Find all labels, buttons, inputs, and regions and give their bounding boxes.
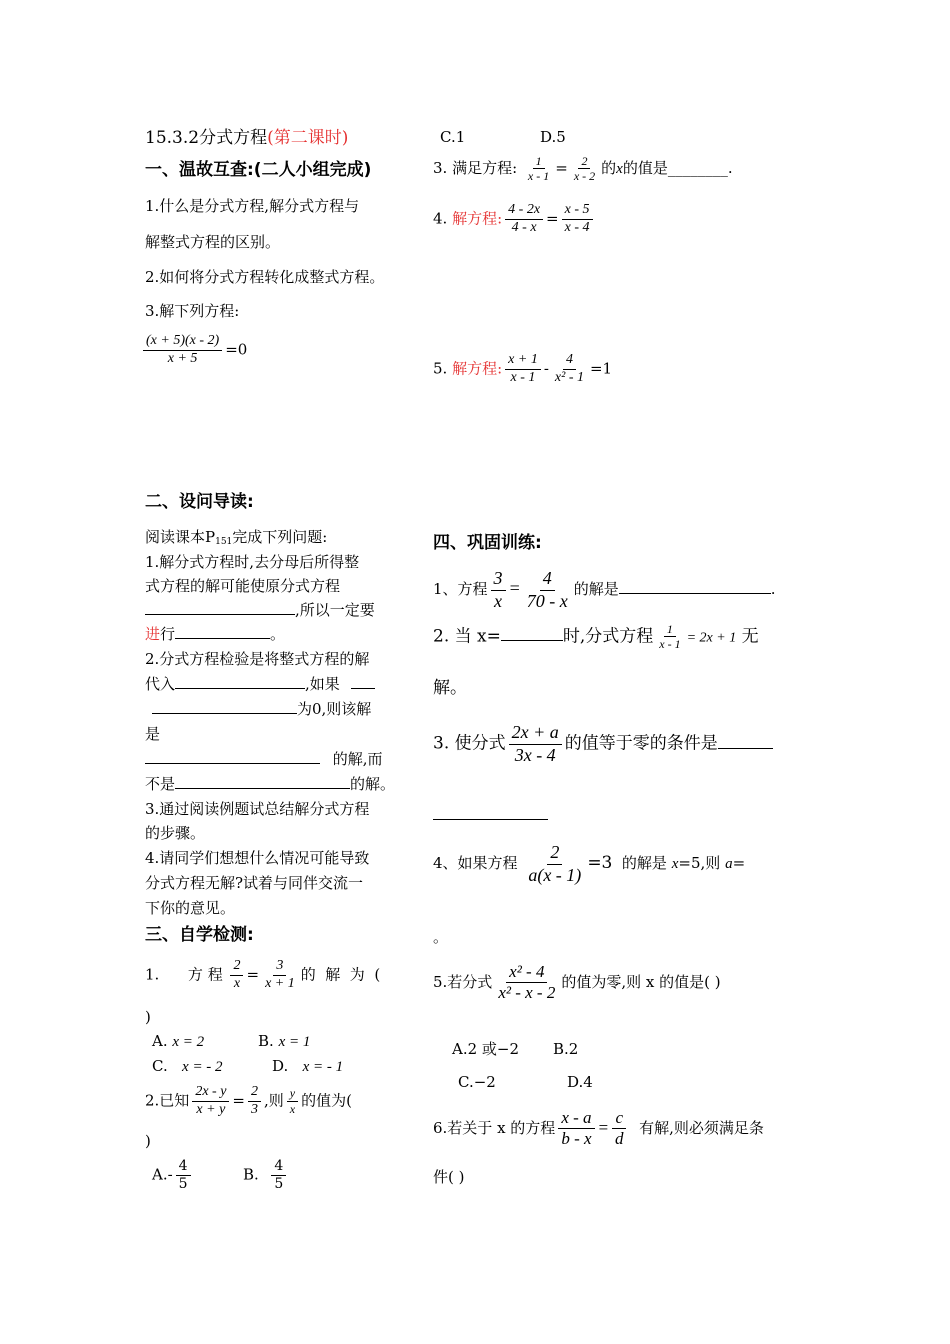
sec2-item2-line4: 是: [145, 725, 161, 743]
blank[interactable]: [718, 747, 773, 749]
right-q3-frac2: $\frac{2}{x - 2}$: [573, 154, 596, 184]
blank[interactable]: [351, 687, 375, 689]
sec4-q6-line2: 件( ): [433, 1168, 465, 1186]
sec1-equation: $\frac{(x + 5)(x - 2)}{x + 5}$ =0: [140, 333, 247, 368]
blank[interactable]: [433, 818, 548, 820]
sec2-item2-line3: 为0,则该解: [152, 700, 371, 718]
right-q4-frac2: $\frac{x - 5}{x - 4}$: [562, 202, 593, 237]
right-q5-frac1: $\frac{x + 1}{x - 1}$: [505, 352, 541, 387]
sec4-q5-opt-a: A.2 或−2: [452, 1040, 520, 1058]
sec3-q1-opt-a: A. x = 2: [152, 1032, 205, 1050]
right-q4: 4. 解方程: $\frac{4 - 2x}{4 - x}$ = $\frac{x - 5}{x - 4}$: [433, 202, 596, 237]
right-q5: 5. 解方程: $\frac{x + 1}{x - 1}$ - $\frac{4}{\text{x² - 1}}$ =1: [433, 352, 613, 385]
sec2-item2-line1: 2.分式方程检验是将整式方程的解: [145, 650, 370, 668]
sec4-q5-opt-d: D.4: [567, 1073, 593, 1091]
sec4-q1: 1、方程 $\frac{3}{x}$ = $\frac{4}{70 - x}$ 的解是 .: [433, 568, 776, 611]
sec2-intro: 阅读课本$P_{151}$完成下列问题:: [145, 528, 328, 547]
sec3-q2-opt-a: A.- $\frac{4}{5}$: [152, 1158, 194, 1193]
sec4-q1-frac2: $\frac{4}{70 - x}$: [526, 568, 568, 611]
sec3-q1-opt-c: C. x = - 2: [152, 1057, 223, 1075]
sec4-q6-frac2: $\frac{c}{d}$: [612, 1108, 627, 1150]
title-lesson: (第二课时): [267, 128, 349, 148]
section1-heading: 一、温故互查:(二人小组完成): [145, 160, 372, 180]
sec1-q1-line2: 解整式方程的区别。: [145, 233, 281, 251]
blank[interactable]: [619, 592, 771, 594]
sec3-q2-close: ): [145, 1132, 151, 1150]
sec3-q1-opt-d: D. x = - 1: [272, 1057, 344, 1075]
sec2-item4-line1: 4.请同学们想想什么情况可能导致: [145, 849, 370, 867]
sec1-fraction: $\frac{(x + 5)(x - 2)}{x + 5}$: [143, 333, 222, 368]
sec4-q3-frac: $\frac{2x + a}{3x - 4}$: [509, 722, 562, 766]
sec3-q2-opt-a-frac: $\frac{4}{5}$: [176, 1158, 191, 1193]
sec4-q2-line2: 解。: [433, 678, 467, 698]
sec4-q4-line2: 。: [433, 928, 449, 946]
title-main: 15.3.2分式方程: [145, 128, 268, 148]
section4-heading: 四、巩固训练:: [433, 533, 542, 553]
sec4-q1-frac1: $\frac{3}{x}$: [491, 568, 506, 612]
page-title: [145, 128, 348, 148]
sec2-item2-line6: 不是 的解。: [145, 775, 396, 793]
sec4-q3-blank-line2: [433, 806, 548, 824]
sec1-q1-line1: 1.什么是分式方程,解分式方程与: [145, 197, 360, 215]
sec2-item2-line2: 代入 ,如果: [145, 675, 375, 693]
blank[interactable]: [145, 762, 320, 764]
right-opt-d: D.5: [540, 128, 566, 146]
sec2-item4-line3: 下你的意见。: [145, 899, 236, 917]
sec3-q1-frac1: $\frac{2}{x}$: [230, 958, 243, 993]
right-q3-frac1: $\frac{1}{x - 1}$: [527, 154, 550, 184]
sec4-q5-frac: $\frac{\text{x² - 4}}{\text{x² - x - 2}}$: [498, 962, 556, 1003]
right-q4-frac1: $\frac{4 - 2x}{4 - x}$: [505, 202, 543, 237]
sec2-item3-line1: 3.通过阅读例题试总结解分式方程: [145, 800, 370, 818]
sec4-q6: 6.若关于 x 的方程 $\frac{x - a}{b - x}$ = $\frac{c}{d}$ 有解,则必须满足条: [433, 1108, 764, 1149]
sec3-q1-close: ): [145, 1008, 151, 1026]
sec3-q1: 1. 方 程 $\frac{2}{x}$ = $\frac{3}{x + 1}$ 的 解 为 (: [145, 958, 381, 991]
sec2-item1-line3: ,所以一定要: [145, 601, 375, 619]
sec4-q6-frac1: $\frac{x - a}{b - x}$: [558, 1108, 594, 1150]
sec4-q2-frac: $\frac{1}{x - 1}$: [659, 622, 681, 652]
sec4-q5-opt-b: B.2: [553, 1040, 579, 1058]
sec4-q4: 4、如果方程 $\frac{2}{a(x - 1)}$ =3 的解是 x=5,则 a=: [433, 842, 746, 885]
sec3-q1-frac2: $\frac{3}{x + 1}$: [265, 958, 295, 991]
sec3-q2-frac2: $\frac{2}{3}$: [248, 1084, 261, 1119]
blank[interactable]: [175, 687, 305, 689]
sec4-q5: 5.若分式 $\frac{\text{x² - 4}}{\text{x² - x - 2}}$ 的值为零,则 x 的值是( ): [433, 962, 721, 1003]
sec2-item2-line5: 的解,而: [145, 750, 383, 768]
right-q5-frac2: $\frac{4}{\text{x² - 1}}$: [554, 352, 584, 385]
sec4-q4-frac: $\frac{2}{a(x - 1)}$: [528, 842, 582, 885]
sec4-q3: 3. 使分式 $\frac{2x + a}{3x - 4}$ 的值等于零的条件是: [433, 722, 773, 766]
blank[interactable]: [152, 712, 297, 714]
sec3-q2-frac1: $\frac{2x - y}{x + y}$: [192, 1084, 229, 1119]
sec3-q2: 2.已知 $\frac{2x - y}{x + y}$ = $\frac{2}{3}$ ,则 $\frac{y}{x}$ 的值为(: [145, 1084, 352, 1117]
sec2-item3-line2: 的步骤。: [145, 824, 206, 842]
sec2-item1-line1: 1.解分式方程时,去分母后所得整: [145, 553, 360, 571]
sec3-q1-opt-b: B. x = 1: [258, 1032, 311, 1050]
sec3-q2-frac3: $\frac{y}{x}$: [287, 1086, 298, 1116]
blank[interactable]: [175, 787, 350, 789]
section2-heading: 二、设问导读:: [145, 492, 254, 512]
sec3-q2-opt-b-frac: $\frac{4}{5}$: [271, 1158, 286, 1193]
sec1-q3: 3.解下列方程:: [145, 302, 240, 320]
sec4-q5-opt-c: C.−2: [458, 1073, 496, 1091]
blank[interactable]: [145, 613, 295, 615]
blank[interactable]: [501, 639, 563, 641]
blank[interactable]: [175, 637, 270, 639]
right-opt-c: C.1: [440, 128, 466, 146]
sec2-item4-line2: 分式方程无解?试着与同伴交流一: [145, 874, 364, 892]
sec2-item1-line2: 式方程的解可能使原分式方程: [145, 577, 341, 595]
right-q3: 3. 满足方程: $\frac{1}{x - 1}$ = $\frac{2}{x - 2}$ 的x的值是________.: [433, 154, 733, 184]
sec3-q2-opt-b: B. $\frac{4}{5}$: [243, 1158, 289, 1193]
section3-heading: 三、自学检测:: [145, 925, 254, 945]
sec1-q2: 2.如何将分式方程转化成整式方程。: [145, 268, 385, 286]
sec4-q2: 2. 当 x= 时,分式方程 $\frac{1}{x - 1}$ = 2x + 1 无: [433, 622, 759, 652]
sec2-item1-line4: 进行 。: [145, 625, 286, 643]
